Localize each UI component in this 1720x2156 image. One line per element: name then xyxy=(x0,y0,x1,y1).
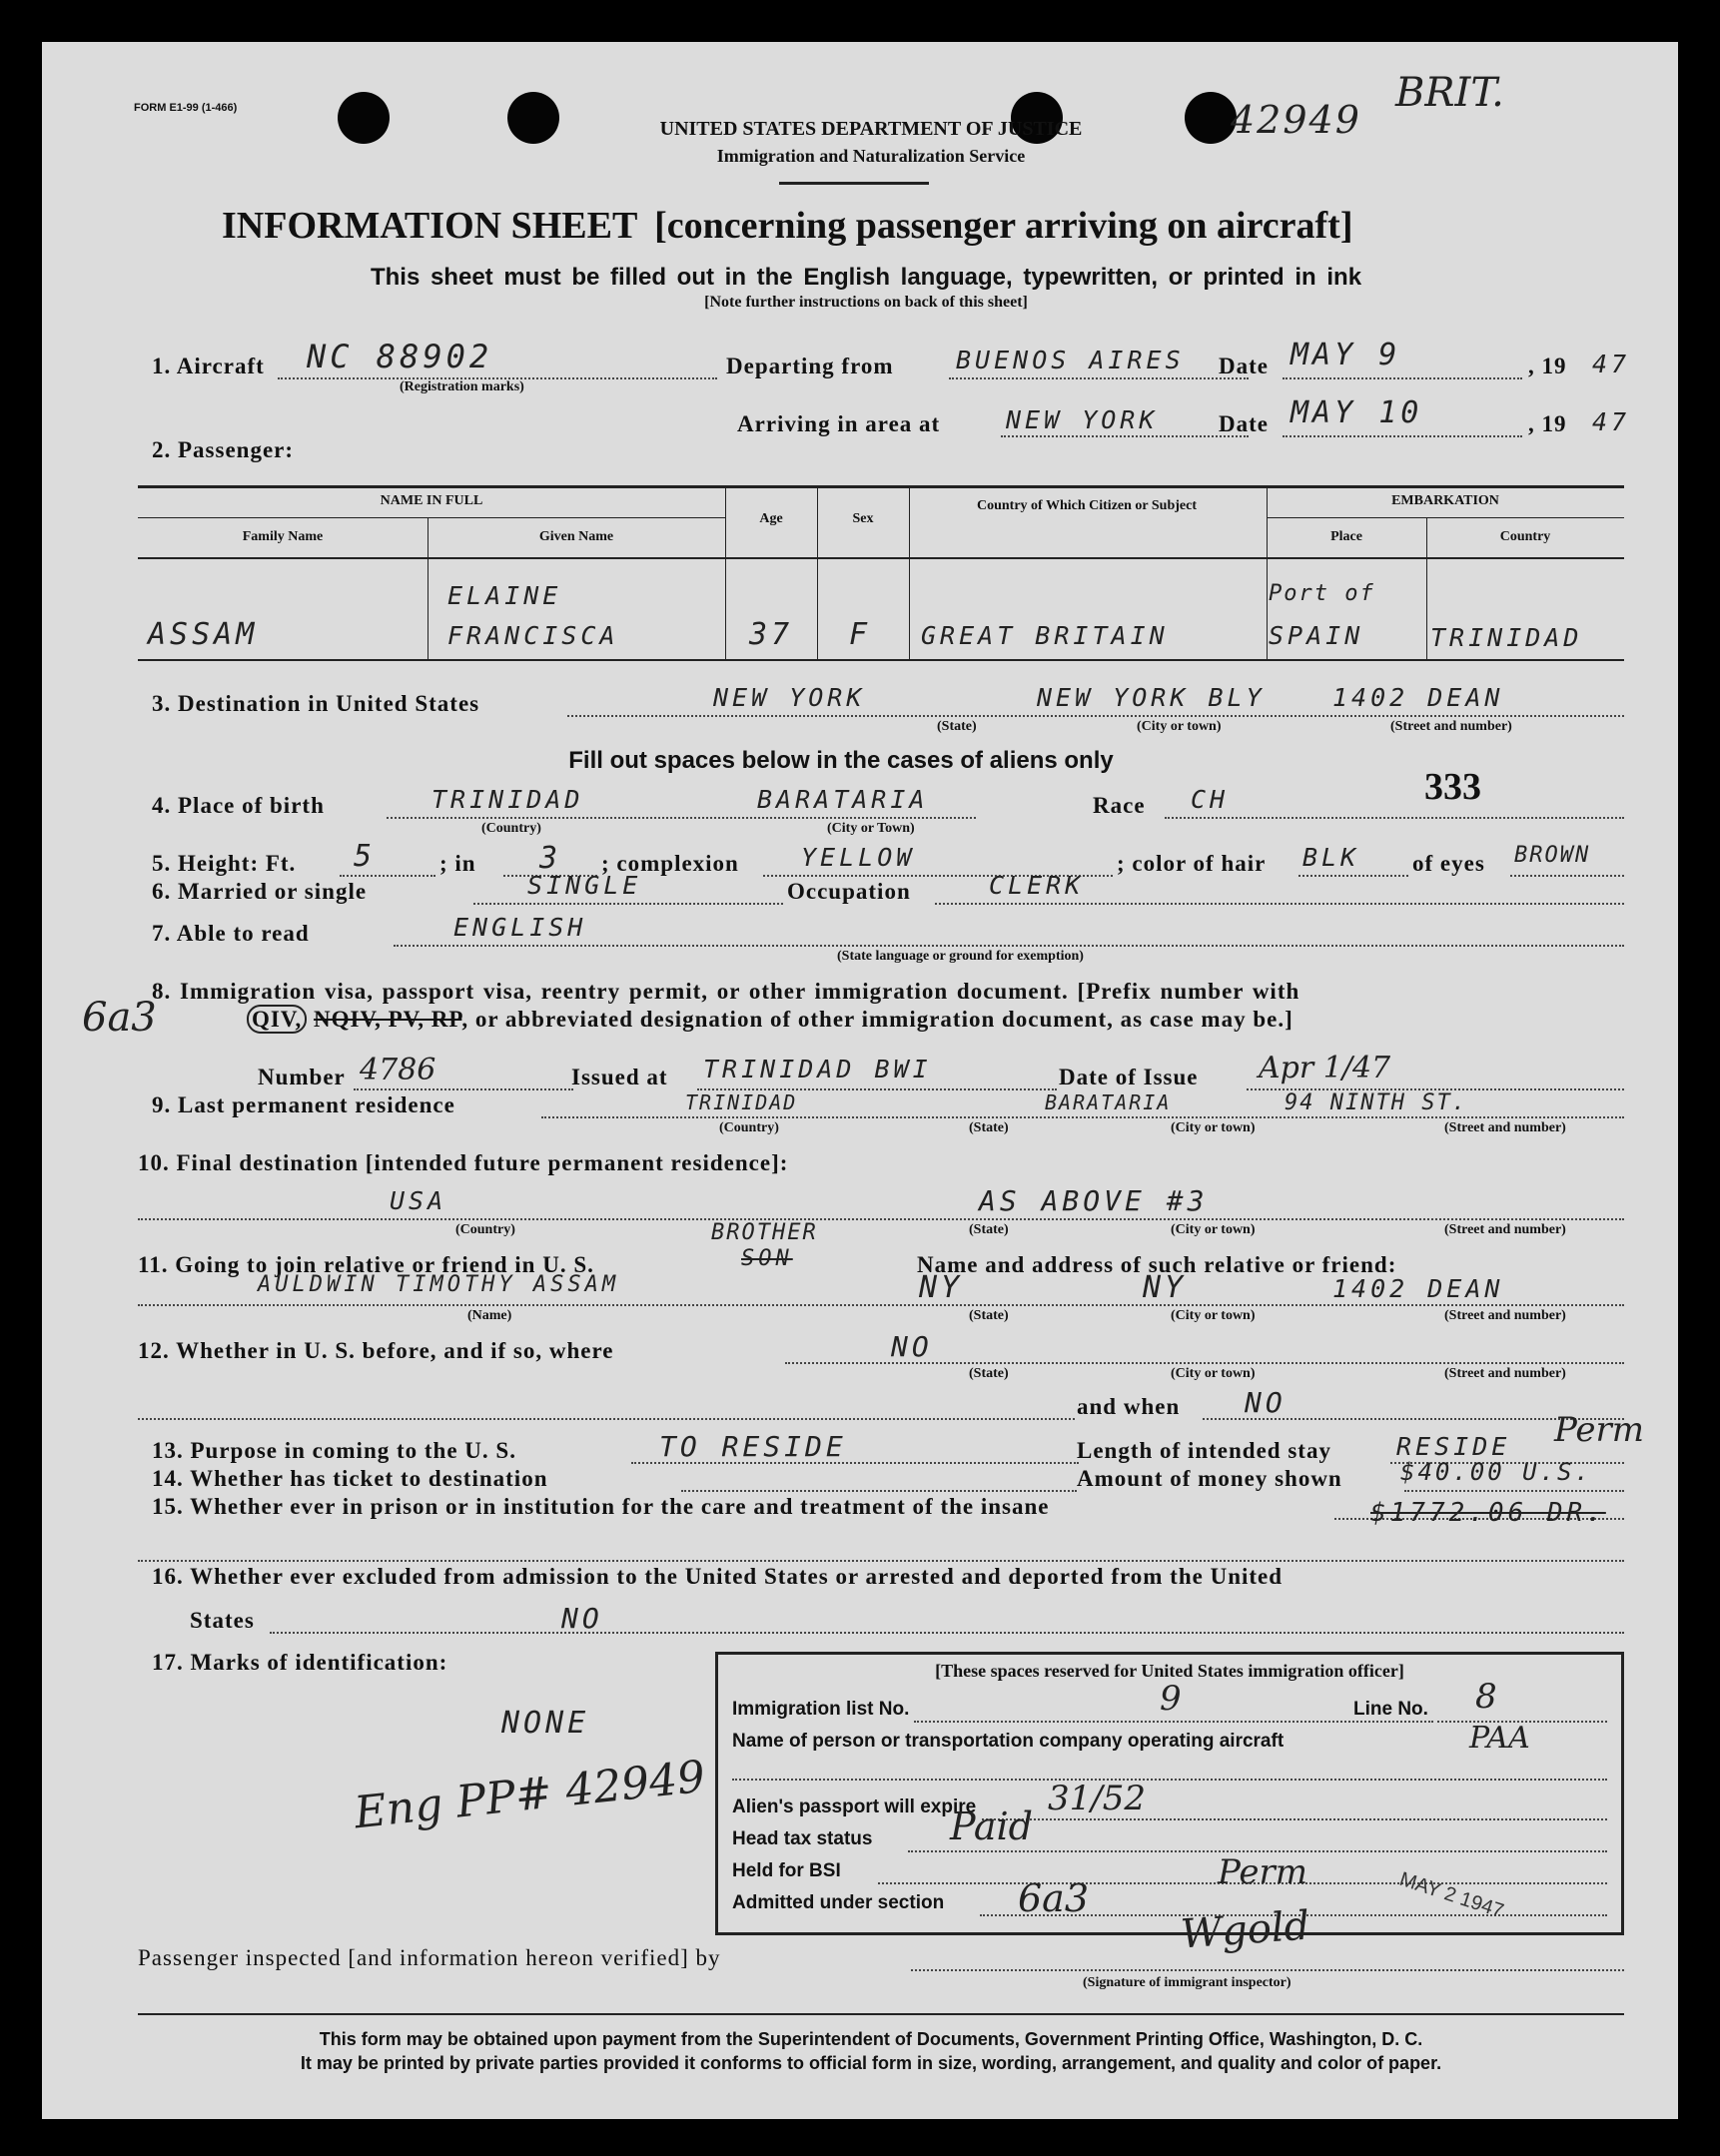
bsi-value: Perm xyxy=(1218,1852,1307,1892)
final-country: USA xyxy=(390,1186,447,1215)
birth-label: 4. Place of birth xyxy=(152,793,325,818)
list-no: 9 xyxy=(1160,1679,1182,1719)
relative-state: NY xyxy=(919,1270,964,1305)
col-sex: Sex xyxy=(852,511,874,526)
occupation: CLERK xyxy=(989,871,1085,900)
hair-label: ; color of hair xyxy=(1117,851,1267,876)
aliens-only-header: Fill out spaces below in the cases of aliens only xyxy=(568,747,1114,774)
race: CH xyxy=(1191,785,1230,814)
eyes-label: of eyes xyxy=(1412,851,1485,876)
admitted-label: Admitted under section xyxy=(732,1892,945,1913)
officer-box-title: [These spaces reserved for United States immigration officer] xyxy=(935,1661,1404,1681)
length-of-stay: RESIDE xyxy=(1396,1432,1511,1461)
caption-state: (State) xyxy=(969,1222,1009,1237)
birth-country: TRINIDAD xyxy=(431,785,584,814)
destination-label: 3. Destination in United States xyxy=(152,691,480,716)
caption-street: (Street and number) xyxy=(1390,719,1512,734)
married-label: 6. Married or single xyxy=(152,879,368,904)
excluded-label-line1: 16. Whether ever excluded from admission to the United States or arrested and deported from the United xyxy=(152,1564,1284,1589)
file-number: 42949 xyxy=(1231,98,1361,142)
complexion: YELLOW xyxy=(801,843,916,872)
when-label: and when xyxy=(1077,1394,1181,1419)
prison-label: 15. Whether ever in prison or in institution for the care and treatment of the insane xyxy=(152,1494,1050,1519)
embark-place-1: Port of xyxy=(1269,581,1375,606)
admitted-section: 6a3 xyxy=(1018,1876,1090,1920)
list-no-label: Immigration list No. xyxy=(732,1699,910,1720)
line-no: 8 xyxy=(1475,1677,1497,1717)
hair-color: BLK xyxy=(1302,843,1360,872)
arriving-at: NEW YORK xyxy=(1006,405,1159,434)
header-rule xyxy=(779,182,929,185)
notice-line-1: This form may be obtained upon payment from the Superintendent of Documents, Government Printing Office, Washington, D. C. xyxy=(319,2029,1423,2049)
passenger-table xyxy=(138,485,1624,661)
height-in-label: ; in xyxy=(439,851,476,876)
arr-date-label: Date xyxy=(1219,411,1269,436)
destination-state: NEW YORK xyxy=(713,683,866,712)
relative-street: 1402 DEAN xyxy=(1332,1274,1504,1303)
aircraft-registration: NC 88902 xyxy=(307,338,493,375)
excluded-value: NO xyxy=(561,1602,603,1635)
arrival-year: 47 xyxy=(1592,407,1631,436)
service-title: Immigration and Naturalization Service xyxy=(716,146,1026,166)
col-age: Age xyxy=(759,511,783,526)
departing-label: Departing from xyxy=(726,354,894,378)
arrival-date: MAY 10 xyxy=(1290,395,1423,430)
residence-city: BARATARIA xyxy=(1045,1090,1172,1114)
col-place: Place xyxy=(1330,529,1362,544)
read-caption: (State language or ground for exemption) xyxy=(837,949,1084,964)
qiv-prefix: QIV, xyxy=(247,1005,307,1034)
birth-city: BARATARIA xyxy=(757,785,929,814)
complexion-label: ; complexion xyxy=(601,851,739,876)
occupation-label: Occupation xyxy=(787,879,911,904)
caption-street: (Street and number) xyxy=(1444,1308,1566,1323)
departure-date: MAY 9 xyxy=(1290,338,1401,372)
eye-color: BROWN xyxy=(1514,843,1591,868)
col-embarkation: EMBARKATION xyxy=(1391,493,1499,508)
officer-box xyxy=(715,1652,1624,1935)
caption-state: (State) xyxy=(937,719,977,734)
information-sheet-page xyxy=(42,42,1678,2119)
caption-state: (State) xyxy=(969,1366,1009,1381)
struck-relation: SON xyxy=(741,1246,793,1271)
in-us-before: NO xyxy=(891,1330,933,1363)
caption-city: (City or town) xyxy=(1171,1308,1256,1323)
caption-country: (Country) xyxy=(455,1222,515,1237)
arr-year-prefix: , 19 xyxy=(1528,411,1567,436)
brit-mark: BRIT. xyxy=(1395,70,1504,116)
race-code: 333 xyxy=(1424,766,1481,808)
signature-caption: (Signature of immigrant inspector) xyxy=(1083,1975,1291,1990)
height-label: 5. Height: Ft. xyxy=(152,851,297,876)
col-name-in-full: NAME IN FULL xyxy=(380,493,483,508)
caption-street: (Street and number) xyxy=(1444,1366,1566,1381)
excluded-label-line2: States xyxy=(190,1608,255,1633)
head-tax-label: Head tax status xyxy=(732,1828,873,1849)
destination-street: 1402 DEAN xyxy=(1332,683,1504,712)
read-label: 7. Able to read xyxy=(152,921,310,946)
given-name-1: ELAINE xyxy=(447,581,562,610)
company: PAA xyxy=(1469,1721,1530,1756)
passport-note: Eng PP# 42949 xyxy=(352,1751,708,1839)
instruction-note: [Note further instructions on back of this sheet] xyxy=(704,294,1028,311)
age: 37 xyxy=(749,617,794,652)
caption-city: (City or town) xyxy=(1171,1366,1256,1381)
col-given-name: Given Name xyxy=(538,529,614,544)
marks-label: 17. Marks of identification: xyxy=(152,1650,448,1675)
sheet-title xyxy=(222,204,1353,248)
sex: F xyxy=(849,617,872,652)
given-name-2: FRANCISCA xyxy=(447,621,619,650)
issue-date-label: Date of Issue xyxy=(1059,1065,1199,1089)
relative-city: NY xyxy=(1143,1270,1188,1305)
caption-country: (Country) xyxy=(481,821,541,836)
purpose: TO RESIDE xyxy=(659,1430,847,1463)
caption-state: (State) xyxy=(969,1308,1009,1323)
passport-expire: 31/52 xyxy=(1048,1779,1146,1818)
final-city: AS ABOVE #3 xyxy=(979,1184,1209,1217)
destination-city: NEW YORK BLY xyxy=(1037,683,1266,712)
aircraft-label: 1. Aircraft xyxy=(152,354,265,378)
document-label-line2 xyxy=(247,1007,1293,1033)
caption-city-town: (City or Town) xyxy=(827,821,915,836)
caption-country: (Country) xyxy=(719,1120,779,1135)
issued-label: Issued at xyxy=(571,1065,668,1089)
document-label-line1: 8. Immigration visa, passport visa, reentry permit, or other immigration document. [Prefix number with xyxy=(152,979,1300,1004)
inspector-signature: Wgold xyxy=(1179,1902,1311,1958)
money-label: Amount of money shown xyxy=(1077,1466,1342,1491)
in-us-before-label: 12. Whether in U. S. before, and if so, where xyxy=(138,1338,614,1363)
dep-date-label: Date xyxy=(1219,354,1269,378)
prison-value: $1772.06 DR. xyxy=(1370,1498,1606,1528)
head-tax-status: Paid xyxy=(950,1804,1033,1848)
col-country-citizen: Country of Which Citizen or Subject xyxy=(977,498,1197,513)
footer-rule xyxy=(138,2013,1624,2015)
citizenship: GREAT BRITAIN xyxy=(921,621,1169,650)
embark-country: TRINIDAD xyxy=(1430,623,1583,652)
arriving-label: Arriving in area at xyxy=(737,411,941,436)
bsi-label: Held for BSI xyxy=(732,1860,841,1881)
relative-name: AULDWIN TIMOTHY ASSAM xyxy=(258,1272,620,1297)
race-label: Race xyxy=(1093,793,1146,818)
dep-year-prefix: , 19 xyxy=(1528,354,1567,378)
caption-city: (City or town) xyxy=(1171,1120,1256,1135)
title-sub: [concerning passenger arriving on aircraft] xyxy=(654,205,1353,247)
passenger-label: 2. Passenger: xyxy=(152,437,295,462)
residence-label: 9. Last permanent residence xyxy=(152,1092,455,1117)
line-no-label: Line No. xyxy=(1353,1699,1428,1720)
caption-city: (City or town) xyxy=(1137,719,1222,734)
punch-hole xyxy=(338,92,390,144)
departing-from: BUENOS AIRES xyxy=(956,346,1185,374)
caption-city: (City or town) xyxy=(1171,1222,1256,1237)
able-to-read: ENGLISH xyxy=(453,913,587,942)
col-emb-country: Country xyxy=(1499,529,1551,544)
form-number: FORM E1-99 (1-466) xyxy=(134,102,238,114)
document-label-rest: , or abbreviated designation of other immigration document, as case may be.] xyxy=(461,1007,1293,1032)
document-number: 4786 xyxy=(360,1053,436,1087)
height-in: 3 xyxy=(539,841,562,876)
notice-line-2: It may be printed by private parties provided it conforms to official form in size, wording, arrangement, and quality and color of paper. xyxy=(300,2053,1442,2073)
marital-status: SINGLE xyxy=(527,871,642,900)
instruction: This sheet must be filled out in the English language, typewritten, or printed in ink xyxy=(370,264,1362,291)
number-label: Number xyxy=(258,1065,346,1089)
final-destination-label: 10. Final destination [intended future permanent residence]: xyxy=(138,1150,789,1175)
issue-date: Apr 1/47 xyxy=(1259,1051,1391,1085)
passport-expire-label: Alien's passport will expire xyxy=(732,1797,977,1817)
caption-name: (Name) xyxy=(467,1308,512,1323)
marks-value: NONE xyxy=(501,1706,590,1741)
money-shown: $40.00 U.S. xyxy=(1400,1458,1592,1486)
when-value: NO xyxy=(1245,1386,1287,1419)
caption-street: (Street and number) xyxy=(1444,1120,1566,1135)
caption-state: (State) xyxy=(969,1120,1009,1135)
company-label: Name of person or transportation company operating aircraft xyxy=(732,1731,1285,1752)
col-family-name: Family Name xyxy=(242,529,324,544)
departure-year: 47 xyxy=(1592,350,1631,378)
caption-street: (Street and number) xyxy=(1444,1222,1566,1237)
stay-label: Length of intended stay xyxy=(1077,1438,1331,1463)
family-name: ASSAM xyxy=(148,617,259,652)
title-main: INFORMATION SHEET xyxy=(222,205,637,247)
margin-note: 6a3 xyxy=(82,995,157,1041)
issued-at: TRINIDAD BWI xyxy=(703,1055,932,1083)
height-ft: 5 xyxy=(354,839,377,874)
inspected-label: Passenger inspected [and information hereon verified] by xyxy=(138,1945,721,1970)
join-relative-label: 11. Going to join relative or friend in U. S. xyxy=(138,1252,594,1277)
purpose-label: 13. Purpose in coming to the U. S. xyxy=(152,1438,516,1463)
struck-prefixes: NQIV, PV, RP xyxy=(314,1007,462,1032)
date-stamp: MAY 2 1947 xyxy=(1396,1867,1507,1923)
relation: BROTHER xyxy=(711,1220,818,1245)
residence-country: TRINIDAD xyxy=(685,1090,798,1114)
registration-caption: (Registration marks) xyxy=(400,379,524,394)
department-title: UNITED STATES DEPARTMENT OF JUSTICE xyxy=(659,118,1083,140)
residence-street: 94 NINTH ST. xyxy=(1285,1090,1467,1115)
embark-place-2: SPAIN xyxy=(1269,621,1364,650)
relative-name-label: Name and address of such relative or friend: xyxy=(917,1252,1397,1277)
stay-note: Perm xyxy=(1554,1410,1644,1450)
ticket-label: 14. Whether has ticket to destination xyxy=(152,1466,548,1491)
